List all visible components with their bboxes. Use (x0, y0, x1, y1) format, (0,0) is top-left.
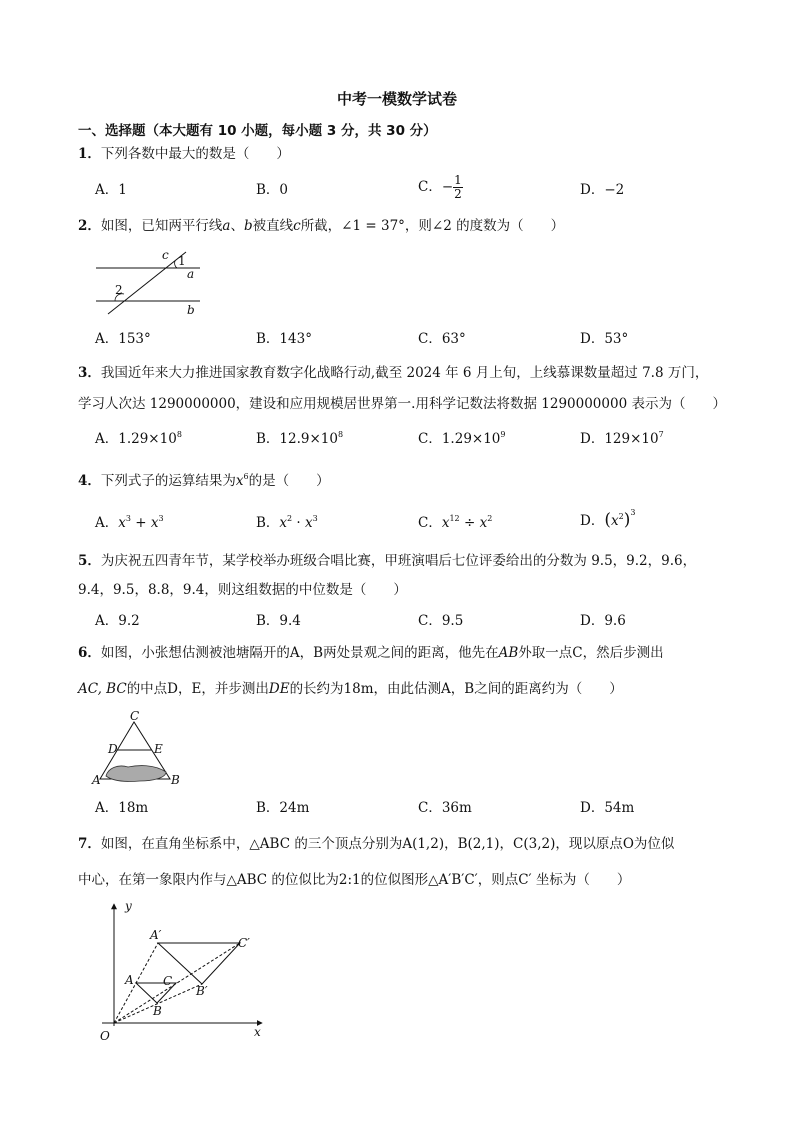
question-number: 4． (78, 473, 101, 489)
var-x: x (235, 473, 244, 489)
label-a: A (125, 973, 134, 987)
question-3-line-2: 学习人次达 1290000000，建设和应用规模居世界第一.用科学记数法将数据 1290000000 表示为（ ） (78, 396, 726, 412)
var-c: c (293, 218, 301, 234)
option-a: A．1 (95, 182, 127, 198)
option-a (95, 513, 164, 533)
term: x (150, 515, 159, 531)
label-c: C (130, 709, 140, 723)
label-a: a (187, 267, 195, 281)
fraction-numerator: 1 (454, 173, 462, 187)
question-text: 如图，小张想估测被池塘隔开的A，B两处景观之间的距离，他先在 (100, 645, 499, 661)
label-b: B (171, 773, 180, 787)
exponent: 7 (658, 430, 664, 439)
exponent: 3 (312, 514, 318, 523)
question-4 (78, 471, 330, 491)
option-label: D． (580, 513, 605, 529)
question-7 (78, 834, 674, 854)
label-b: B (153, 1004, 162, 1018)
option-c (418, 429, 506, 449)
option-label: A． (95, 431, 119, 447)
question-text: 如图，已知两平行线 (100, 218, 223, 234)
section-heading: 一、选择题（本大题有 10 小题，每小题 3 分，共 30 分） (78, 123, 437, 139)
label-d: D (108, 742, 118, 756)
term: x (610, 513, 619, 529)
angle-1-arc (175, 261, 177, 268)
label-x: x (254, 1025, 261, 1039)
question-text: 所截，∠1 = 37°，则∠2 的度数为（ ） (300, 218, 565, 234)
option-label: B． (256, 431, 280, 447)
option-value: 129×10 (604, 431, 659, 447)
question-number: 3． (78, 365, 101, 381)
option-label: D． (580, 431, 605, 447)
exponent: 3 (630, 508, 636, 517)
paren-open: ( (604, 510, 611, 530)
exponent: 2 (618, 512, 624, 521)
option-b (256, 513, 318, 533)
question-number: 6． (78, 645, 101, 661)
option-d: D．53° (580, 331, 629, 347)
fraction-denominator: 2 (454, 187, 462, 201)
label-e: E (154, 742, 163, 756)
fraction (453, 174, 463, 201)
label-y: y (125, 899, 132, 913)
option-label: C． (418, 515, 442, 531)
option-a: A．9.2 (95, 613, 140, 629)
question-text: 为庆祝五四青年节，某学校举办班级合唱比赛，甲班演唱后七位评委给出的分数为 9.5，9.2，9.6， (100, 553, 697, 569)
option-a: A．153° (95, 331, 151, 347)
exponent: 6 (243, 472, 249, 481)
option-a (95, 429, 182, 449)
term: x (441, 515, 450, 531)
exponent: 9 (500, 430, 506, 439)
option-value: 1.29×10 (118, 431, 177, 447)
pond-triangle-figure (92, 709, 187, 792)
pond-shape (106, 766, 166, 782)
option-b: B．0 (256, 182, 289, 198)
question-text: 如图，在直角坐标系中，△ABC 的三个顶点分别为A(1,2)，B(2,1)，C(3,2)，现以原点O为位似 (100, 836, 675, 852)
option-value: 1.29×10 (441, 431, 501, 447)
label-b-prime: B′ (196, 984, 208, 998)
question-number: 7． (78, 836, 101, 852)
question-5-line-2: 9.4，9.5，8.8，9.4，则这组数据的中位数是（ ） (78, 582, 407, 598)
question-text: 的是（ ） (248, 473, 330, 489)
label-b: b (187, 303, 195, 317)
question-text: 、 (230, 218, 244, 234)
question-number: 1． (78, 146, 101, 162)
exponent: 3 (125, 514, 131, 523)
segment-de: DE (268, 681, 290, 697)
question-number: 5． (78, 553, 101, 569)
question-7-line-2: 中心，在第一象限内作与△ABC 的位似比为2:1的位似图形△A′B′C′，则点C′ 坐标为（ ） (78, 872, 631, 888)
option-b: B．9.4 (256, 613, 301, 629)
term: x (118, 515, 126, 531)
coordinate-figure (92, 898, 272, 1043)
option-d (580, 510, 635, 531)
operator: ÷ (459, 515, 480, 531)
option-c: C．9.5 (418, 613, 464, 629)
paren-close: ) (623, 510, 631, 530)
option-c: C．36m (418, 800, 472, 816)
var-b: b (243, 218, 253, 234)
option-b (256, 429, 343, 449)
label-o: O (100, 1029, 110, 1043)
exponent: 2 (287, 514, 293, 523)
option-label: A． (95, 515, 119, 531)
exponent: 3 (158, 514, 164, 523)
option-c: C．63° (418, 331, 466, 347)
question-number: 2． (78, 218, 101, 234)
segments-ac-bc: AC, BC (78, 681, 127, 697)
option-a: A．18m (95, 800, 149, 816)
term: x (479, 515, 488, 531)
option-label: C．− (418, 179, 454, 195)
question-5 (78, 551, 696, 571)
question-text: 下列各数中最大的数是（ ） (100, 146, 290, 162)
exponent: 12 (449, 514, 460, 523)
question-text: 下列式子的运算结果为 (100, 473, 236, 489)
option-c (418, 174, 463, 201)
label-a: A (92, 773, 101, 787)
question-2 (78, 216, 564, 236)
option-b: B．24m (256, 800, 310, 816)
question-6-line-2 (78, 679, 623, 699)
option-d: D．54m (580, 800, 635, 816)
question-text: 被直线 (252, 218, 294, 234)
operator: + (130, 515, 151, 531)
question-1 (78, 144, 290, 164)
option-label: C． (418, 431, 442, 447)
option-d: D．9.6 (580, 613, 626, 629)
term: x (305, 515, 313, 531)
exponent: 2 (487, 514, 493, 523)
question-text: 的中点D，E，并步测出 (126, 681, 269, 697)
option-d (580, 429, 664, 449)
var-a: a (222, 218, 231, 234)
label-c: C (163, 974, 173, 988)
question-6 (78, 643, 664, 663)
question-text: 我国近年来大力推进国家教育数字化战略行动,截至 2024 年 6 月上旬，上线慕课数量超过 7.8 万门， (100, 365, 709, 381)
question-text: 的长约为18m，由此估测A，B之间的距离约为（ ） (289, 681, 623, 697)
exponent: 8 (176, 430, 182, 439)
label-c: c (162, 248, 169, 262)
operator: · (292, 515, 306, 531)
segment-ab: AB (498, 645, 519, 661)
exponent: 8 (337, 430, 344, 439)
label-angle-1: 1 (178, 254, 186, 268)
question-text: 外取一点C，然后步测出 (518, 645, 664, 661)
page-title: 中考一模数学试卷 (336, 90, 457, 108)
label-a-prime: A′ (150, 928, 162, 942)
label-c-prime: C′ (238, 936, 250, 950)
question-3 (78, 363, 708, 383)
label-angle-2: 2 (115, 283, 123, 297)
option-c (418, 513, 492, 533)
option-d: D．−2 (580, 182, 625, 198)
parallel-lines-figure (90, 246, 210, 318)
term: x (279, 515, 288, 531)
option-b: B．143° (256, 331, 312, 347)
option-label: B． (256, 515, 280, 531)
option-value: 12.9×10 (279, 431, 338, 447)
